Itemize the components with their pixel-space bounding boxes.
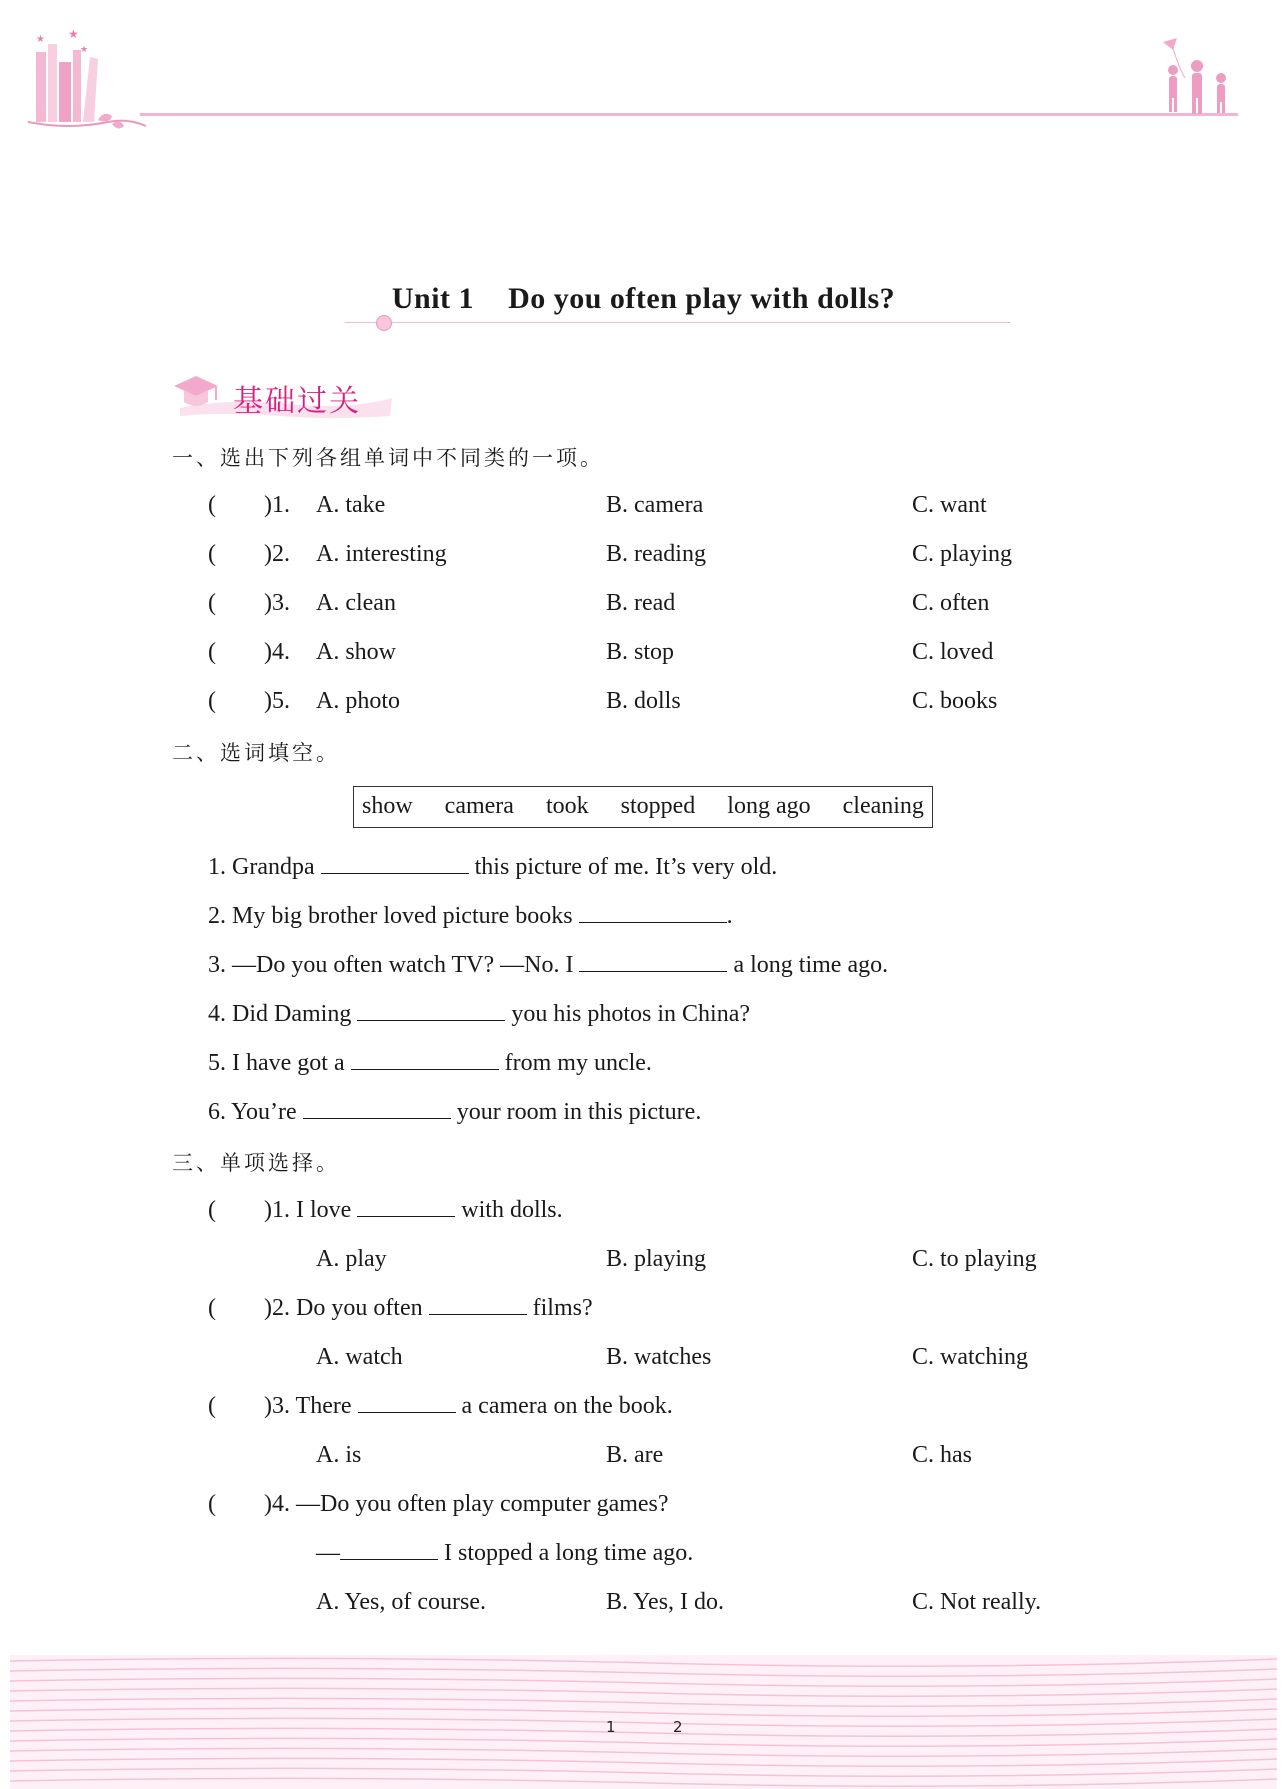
page-title (0, 282, 1287, 316)
svg-text:★: ★ (80, 45, 89, 55)
s3-q2-text-before: ( )2. Do you often (208, 1295, 423, 1321)
title-underline (345, 322, 1010, 323)
s2-q1 (208, 852, 777, 882)
word-bank-item: cleaning (842, 793, 924, 819)
s1-q2-option-b: B. reading (606, 541, 706, 567)
s2-q5-text-before: 5. I have got a (208, 1050, 345, 1076)
answer-blank[interactable] (579, 951, 727, 972)
s2-q1-text-before: 1. Grandpa (208, 854, 315, 880)
s3-q4-text-after: I stopped a long time ago. (444, 1540, 694, 1566)
s1-q5-number: ( )5. (208, 688, 290, 714)
s2-q6 (208, 1097, 701, 1127)
s2-q6-text-after: your room in this picture. (456, 1099, 702, 1125)
s1-q3-option-a: A. clean (316, 590, 396, 616)
s2-q6-text-before: 6. You’re (208, 1099, 297, 1125)
answer-blank[interactable] (351, 1049, 499, 1070)
s3-q1-option-c: C. to playing (912, 1246, 1037, 1272)
s3-q4-dash: — (316, 1540, 340, 1566)
word-bank (353, 786, 933, 828)
answer-blank[interactable] (357, 1196, 455, 1217)
answer-blank[interactable] (357, 1000, 505, 1021)
s3-q4-option-a: A. Yes, of course. (316, 1589, 486, 1615)
word-bank-item: took (545, 793, 589, 819)
footer-wave-pattern (10, 1655, 1277, 1789)
s2-q1-text-after: this picture of me. It’s very old. (474, 854, 778, 880)
s1-q2-number: ( )2. (208, 541, 290, 567)
header-rule (140, 113, 1238, 116)
s3-q4: ( )4. —Do you often play computer games? (208, 1491, 669, 1517)
answer-blank[interactable] (340, 1539, 438, 1560)
s3-q4-option-c: C. Not really. (912, 1589, 1042, 1615)
s3-q2-option-b: B. watches (606, 1344, 712, 1370)
children-kite-silhouette-icon (1155, 38, 1240, 118)
s2-q2-text-after: . (726, 903, 733, 929)
word-bank-item: stopped (620, 793, 696, 819)
s3-q3-option-a: A. is (316, 1442, 362, 1468)
section-1-heading: 一、选出下列各组单词中不同类的一项。 (172, 446, 604, 470)
s3-q2 (208, 1293, 593, 1323)
s1-q3-option-c: C. often (912, 590, 990, 616)
s1-q5-option-b: B. dolls (606, 688, 681, 714)
s1-q3-option-b: B. read (606, 590, 676, 616)
s3-q1-text-before: ( )1. I love (208, 1197, 352, 1223)
s3-q3-text-before: ( )3. There (208, 1393, 352, 1419)
s3-q4-reply (316, 1538, 693, 1568)
s1-q1-option-c: C. want (912, 492, 987, 518)
svg-text:★: ★ (68, 27, 79, 41)
unit-title: Do you often play with dolls? (508, 282, 896, 315)
s1-q1-option-a: A. take (316, 492, 386, 518)
s3-q2-option-a: A. watch (316, 1344, 403, 1370)
s1-q4-option-c: C. loved (912, 639, 994, 665)
s1-q4-number: ( )4. (208, 639, 290, 665)
s2-q2 (208, 901, 733, 931)
s2-q5-text-after: from my uncle. (504, 1050, 652, 1076)
svg-text:★: ★ (36, 34, 45, 45)
s2-q4-text-after: you his photos in China? (511, 1001, 750, 1027)
answer-blank[interactable] (303, 1098, 451, 1119)
s1-q4-option-b: B. stop (606, 639, 675, 665)
s3-q2-option-c: C. watching (912, 1344, 1028, 1370)
s3-q2-text-after: films? (532, 1295, 593, 1321)
page-number-left: 1 (606, 1718, 616, 1736)
s1-q5-option-a: A. photo (316, 688, 400, 714)
s3-q1-option-a: A. play (316, 1246, 387, 1272)
s3-q3 (208, 1391, 673, 1421)
s1-q1-option-b: B. camera (606, 492, 704, 518)
s1-q2-option-c: C. playing (912, 541, 1012, 567)
section-2-heading: 二、选词填空。 (172, 741, 340, 765)
s1-q1-number: ( )1. (208, 492, 290, 518)
s3-q3-option-b: B. are (606, 1442, 664, 1468)
s3-q3-option-c: C. has (912, 1442, 972, 1468)
answer-blank[interactable] (358, 1392, 456, 1413)
answer-blank[interactable] (321, 853, 469, 874)
s2-q2-text-before: 2. My big brother loved picture books (208, 903, 573, 929)
answer-blank[interactable] (429, 1294, 527, 1315)
answer-blank[interactable] (579, 902, 727, 923)
title-dot-icon (376, 315, 392, 331)
s3-q1 (208, 1195, 563, 1225)
unit-label: Unit 1 (391, 282, 475, 315)
s3-q1-option-b: B. playing (606, 1246, 706, 1272)
s1-q4-option-a: A. show (316, 639, 397, 665)
word-bank-item: show (362, 793, 413, 819)
s3-q4-option-b: B. Yes, I do. (606, 1589, 725, 1615)
page-number-right: 2 (673, 1718, 683, 1736)
s1-q2-option-a: A. interesting (316, 541, 447, 567)
s2-q3-text-after: a long time ago. (733, 952, 889, 978)
s2-q4-text-before: 4. Did Daming (208, 1001, 352, 1027)
s3-q1-text-after: with dolls. (461, 1197, 563, 1223)
section-3-heading: 三、单项选择。 (172, 1151, 340, 1175)
s1-q3-number: ( )3. (208, 590, 290, 616)
s2-q3 (208, 950, 888, 980)
section-banner-label: 基础过关 (233, 384, 361, 419)
s2-q5 (208, 1048, 652, 1078)
s1-q5-option-c: C. books (912, 688, 998, 714)
word-bank-item: long ago (727, 793, 811, 819)
s2-q3-text-before: 3. —Do you often watch TV? —No. I (208, 952, 574, 978)
word-bank-item: camera (444, 793, 514, 819)
s2-q4 (208, 999, 750, 1029)
s3-q3-text-after: a camera on the book. (461, 1393, 673, 1419)
books-decoration-icon (28, 22, 158, 137)
